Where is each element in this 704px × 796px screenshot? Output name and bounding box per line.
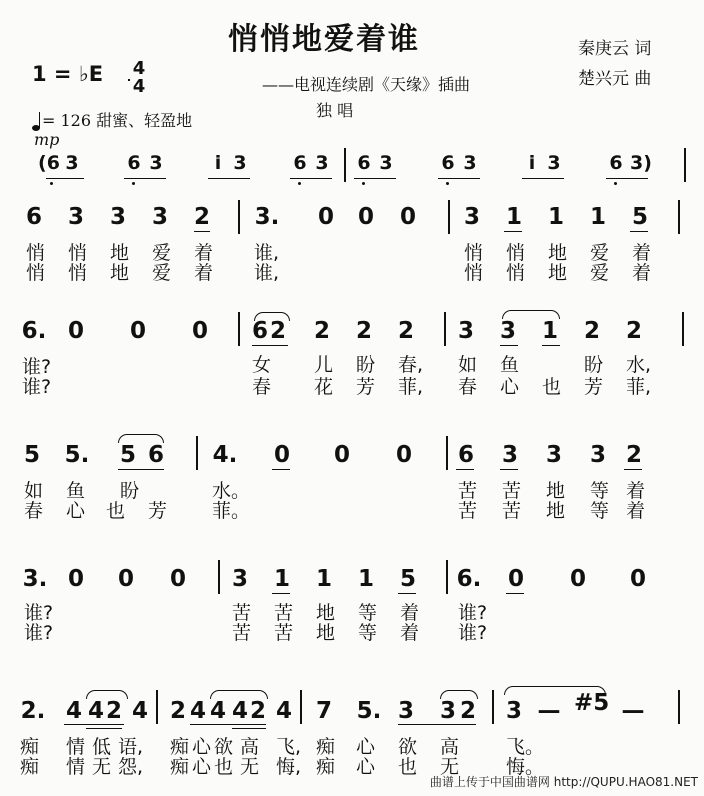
lyric: 地 [546,500,566,522]
note: 0 [130,318,147,344]
lyric: 苦 [274,622,294,644]
lyric: 悄 [464,262,484,284]
note: 2 [460,698,477,724]
lyric: 苦 [502,480,522,502]
note: 6 [458,442,475,468]
lyric: 谁? [22,356,52,378]
note: 3 [110,204,127,230]
note: 7 [316,698,333,724]
lyric: 着 [626,480,646,502]
note: 0 [358,204,375,230]
note: 0 [396,442,413,468]
lyric: 谁? [24,602,54,624]
note: 1 [548,204,565,230]
note: 6. [21,318,47,344]
note: 1 [274,566,291,592]
note: 6. [456,566,482,592]
lyric: 地 [548,242,568,264]
note: 3 [590,442,607,468]
intro-note: 6 [441,152,455,174]
note: 4. [212,442,238,468]
note: 4 [132,698,149,724]
lyric: 花 [314,376,334,398]
note: 5 [632,204,649,230]
lyric: 菲, [626,376,652,398]
lyric: 如 [24,480,44,502]
note: — [537,698,561,724]
lyric: 等 [358,622,378,644]
lyric: 爱 [590,242,610,264]
intro-note: 3 [463,152,477,174]
lyric: 也 [542,376,562,398]
lyric: 苦 [274,602,294,624]
lyric: 苦 [458,480,478,502]
lyric: 悄 [26,242,46,264]
lyric: 悔。 [506,756,545,778]
intro-staff [0,148,704,188]
lyric: 痴 [20,736,40,758]
lyric: 地 [546,480,566,502]
intro-note: i [528,152,536,174]
note: 5. [356,698,382,724]
lyric: 着 [626,500,646,522]
lyric: 悄 [68,242,88,264]
intro-note: 3 [547,152,561,174]
composer-credit: 楚兴元 曲 [578,69,652,89]
key-signature: 1 = ♭E [32,62,104,86]
lyric: 悔, [276,756,302,778]
lyric: 欲 [214,736,234,758]
lyric: 高 [240,736,260,758]
note: 1 [316,566,333,592]
note: 2 [194,204,211,230]
song-title: 悄悄地爱着谁 [228,22,420,57]
note: 0 [630,566,647,592]
note: 0 [570,566,587,592]
note: 2 [270,318,287,344]
tempo-text: = 126 甜蜜、轻盈地 [42,111,193,130]
lyric: 欲 [398,736,418,758]
note: 3 [232,566,249,592]
note: 3 [500,318,517,344]
lyric: 等 [358,602,378,624]
lyric: 飞。 [506,736,545,758]
lyric: 爱 [590,262,610,284]
lyric: 悄 [68,262,88,284]
note: 2 [626,318,643,344]
score-line-1 [0,198,704,288]
lyric: 菲, [398,376,424,398]
note: 0 [192,318,209,344]
note: 2. [20,698,46,724]
lyric: 等 [590,500,610,522]
lyric: 水, [626,354,652,376]
note: 0 [68,566,85,592]
lyric: 苦 [232,602,252,624]
lyric: 无 [440,756,460,778]
note: 0 [508,566,525,592]
lyric: 盼 [120,480,140,502]
lyric: 芳 [148,500,168,522]
note: 2 [626,442,643,468]
lyric: 春 [24,500,44,522]
lyric: 春 [458,376,478,398]
lyric: 心 [500,376,520,398]
lyric: 飞, [276,736,302,758]
intro-note: 3) [630,152,652,174]
lyric: 鱼 [500,354,520,376]
note: 0 [118,566,135,592]
site-watermark: 曲谱上传于中国曲谱网 http://QUPU.HAO81.NET [429,775,698,789]
note: 2 [106,698,123,724]
intro-note: 6 [357,152,371,174]
lyricist-credit: 秦庚云 词 [578,39,652,59]
intro-note: 3 [149,152,163,174]
note: 3 [506,698,523,724]
barline [684,148,686,182]
intro-note: 6 [609,152,623,174]
time-signature-bottom: 4 [132,76,146,97]
lyric: 着 [194,262,214,284]
lyric: 无 [240,756,260,778]
lyric: 如 [458,354,478,376]
lyric: 苦 [502,500,522,522]
lyric: 女 [252,354,272,376]
time-signature [128,60,150,96]
source-subtitle: ——电视连续剧《天缘》插曲 [262,75,471,94]
lyric: 心 [192,756,212,778]
lyric: 着 [632,242,652,264]
note: 2 [170,698,187,724]
lyric: 着 [194,242,214,264]
lyric: 地 [316,622,336,644]
note: 3 [440,698,457,724]
time-signature-top: 4 [132,58,146,79]
note: 1 [542,318,559,344]
tempo-marking [32,108,192,131]
dynamic-marking: mp [34,130,60,149]
lyric: 儿 [314,354,334,376]
note: 5. [64,442,90,468]
note: — [621,698,645,724]
note: 4 [66,698,83,724]
note: 5 [400,566,417,592]
lyric: 心 [192,736,212,758]
lyric: 谁? [24,622,54,644]
lyric: 低 [92,736,112,758]
note: 4 [190,698,207,724]
note: 3. [22,566,48,592]
note: 0 [68,318,85,344]
note: 3 [152,204,169,230]
lyric: 菲。 [212,500,251,522]
note: 3 [502,442,519,468]
score-line-4 [0,560,704,650]
lyric: 芳 [584,376,604,398]
intro-note: 3 [379,152,393,174]
lyric: 痴 [170,756,190,778]
lyric: 心 [356,756,376,778]
lyric: 情 [66,736,86,758]
note: 0 [400,204,417,230]
lyric: 心 [66,500,86,522]
score-line-3 [0,436,704,526]
note: 0 [334,442,351,468]
lyric: 春, [398,354,424,376]
lyric: 也 [214,756,234,778]
intro-note: 6 [293,152,307,174]
lyric: 痴 [316,756,336,778]
note: 1 [506,204,523,230]
lyric: 语, [118,736,144,758]
lyric: 高 [440,736,460,758]
note: 6 [252,318,269,344]
lyric: 盼 [356,354,376,376]
note: 6 [26,204,43,230]
barline [344,148,346,182]
note: 4 [232,698,249,724]
lyric: 痴 [316,736,336,758]
intro-note: i [214,152,222,174]
lyric: 地 [548,262,568,284]
lyric: 地 [110,262,130,284]
lyric: 也 [106,500,126,522]
note: 5 [24,442,41,468]
note: 3. [254,204,280,230]
lyric: 爱 [152,262,172,284]
performance-type: 独 唱 [316,101,354,120]
note: 3 [398,698,415,724]
lyric: 无 [92,756,112,778]
lyric: 谁, [254,242,280,264]
note: 3 [68,204,85,230]
note: 2 [584,318,601,344]
lyric: 悄 [506,242,526,264]
lyric: 情 [66,756,86,778]
lyric: 心 [356,736,376,758]
lyric: 悄 [506,262,526,284]
lyric: 谁? [458,622,488,644]
note: #5 [574,690,610,716]
lyric: 芳 [356,376,376,398]
lyric: 谁, [254,262,280,284]
note: 0 [274,442,291,468]
lyric: 谁? [22,376,52,398]
note: 0 [170,566,187,592]
lyric: 苦 [232,622,252,644]
note: 4 [88,698,105,724]
lyric: 着 [400,622,420,644]
note: 3 [458,318,475,344]
lyric: 苦 [458,500,478,522]
intro-note: 6 [127,152,141,174]
lyric: 痴 [20,756,40,778]
note: 2 [314,318,331,344]
note: 2 [250,698,267,724]
note: 6 [148,442,165,468]
lyric: 地 [110,242,130,264]
lyric: 悄 [464,242,484,264]
lyric: 谁? [458,602,488,624]
intro-note: 3 [233,152,247,174]
intro-note: 3 [315,152,329,174]
score-line-5 [0,688,704,778]
intro-note: (6 [38,152,60,174]
note: 3 [464,204,481,230]
lyric: 水。 [212,480,251,502]
lyric: 鱼 [66,480,86,502]
intro-note: 3 [65,152,79,174]
lyric: 爱 [152,242,172,264]
note: 1 [358,566,375,592]
lyric: 也 [398,756,418,778]
lyric: 着 [400,602,420,624]
lyric: 痴 [170,736,190,758]
lyric: 等 [590,480,610,502]
lyric: 春 [252,376,272,398]
note: 4 [276,698,293,724]
note: 4 [210,698,227,724]
note: 3 [546,442,563,468]
lyric: 地 [316,602,336,624]
note: 5 [120,442,137,468]
lyric: 怨, [118,756,144,778]
score-line-2 [0,312,704,402]
lyric: 盼 [584,354,604,376]
note: 0 [318,204,335,230]
note: 2 [398,318,415,344]
lyric: 着 [632,262,652,284]
note: 2 [356,318,373,344]
lyric: 悄 [26,262,46,284]
note: 1 [590,204,607,230]
